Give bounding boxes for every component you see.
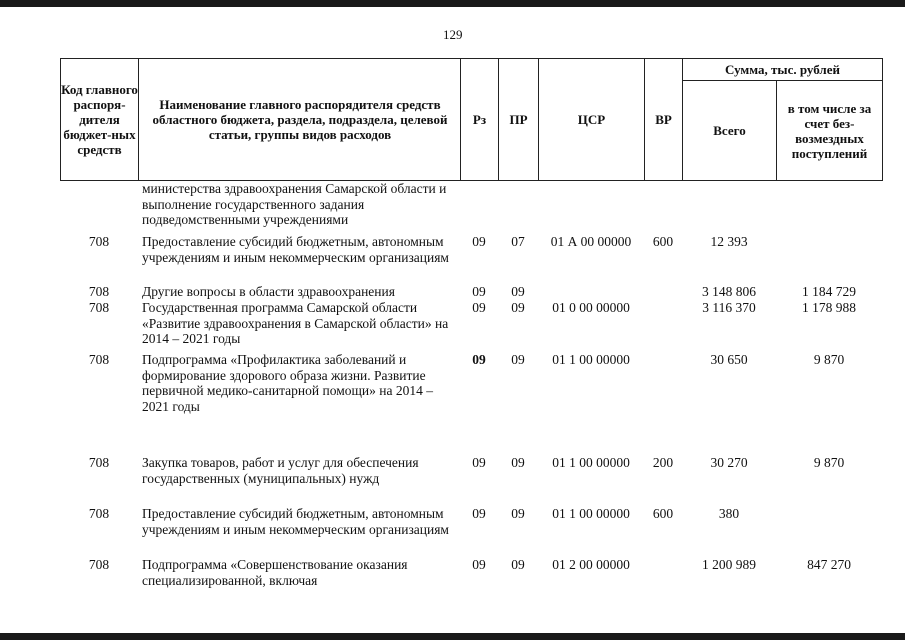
cell-rz: 09 bbox=[472, 234, 486, 249]
header-name: Наименование главного распорядителя средств областного бюджета, раздела, подраздела, целевой статьи, группы видов расходов bbox=[152, 97, 448, 142]
cell-vr: 200 bbox=[652, 455, 674, 470]
cell-code: 708 bbox=[88, 300, 110, 315]
cell-name: Подпрограмма «Совершенствование оказания специализированной, включая bbox=[142, 557, 408, 588]
cell-total: 3 116 370 bbox=[702, 300, 756, 315]
header-rz: Рз bbox=[472, 112, 487, 127]
cell-csr: 01 2 00 00000 bbox=[552, 557, 630, 572]
cell-pr: 09 bbox=[511, 557, 525, 572]
cell-total: 30 650 bbox=[710, 352, 748, 367]
header-sum-group: Сумма, тыс. рублей bbox=[725, 62, 840, 77]
cell-pr: 09 bbox=[511, 300, 525, 315]
cell-pr: 09 bbox=[511, 506, 525, 521]
cell-rz: 09 bbox=[472, 300, 486, 315]
cell-name: Государственная программа Самарской области «Развитие здравоохранения в Самарской области» на 2014 – 2021 годы bbox=[142, 300, 449, 346]
cell-total: 1 200 989 bbox=[702, 557, 756, 572]
cell-name: Подпрограмма «Профилактика заболеваний и формирование здорового образа жизни. Развитие первичной медико-санитарной помощи» на 2014 – 2021 годы bbox=[142, 352, 433, 414]
cell-rz: 09 bbox=[472, 352, 486, 367]
header-csr: ЦСР bbox=[577, 112, 606, 127]
header-pr: ПР bbox=[509, 112, 528, 127]
top-scan-border bbox=[0, 0, 905, 7]
cell-vr: 600 bbox=[652, 234, 674, 249]
header-vline bbox=[138, 58, 139, 181]
cell-pr: 09 bbox=[511, 284, 525, 299]
cell-pr: 09 bbox=[511, 455, 525, 470]
cell-rz: 09 bbox=[472, 506, 486, 521]
cell-code: 708 bbox=[88, 352, 110, 367]
header-free: в том числе за счет без-возмездных поступлений bbox=[787, 100, 872, 161]
cell-csr: 01 0 00 00000 bbox=[552, 300, 630, 315]
cell-free: 1 184 729 bbox=[802, 284, 856, 299]
cell-free: 847 270 bbox=[807, 557, 851, 572]
bottom-scan-border bbox=[0, 633, 905, 640]
cell-rz: 09 bbox=[472, 557, 486, 572]
header-code: Код главного распоря-дителя бюджет-ных средств bbox=[61, 82, 138, 157]
cell-name: Предоставление субсидий бюджетным, автономным учреждениям и иным некоммерческим организациям bbox=[142, 506, 449, 537]
cell-code: 708 bbox=[88, 557, 110, 572]
cell-code: 708 bbox=[88, 284, 110, 299]
cell-code: 708 bbox=[88, 234, 110, 249]
cell-pr: 09 bbox=[511, 352, 525, 367]
cell-csr: 01 1 00 00000 bbox=[552, 352, 630, 367]
cell-name: министерства здравоохранения Самарской области и выполнение государственного задания подведомственными учреждениями bbox=[142, 181, 447, 227]
cell-free: 9 870 bbox=[813, 352, 845, 367]
cell-total: 380 bbox=[718, 506, 740, 521]
cell-code: 708 bbox=[88, 455, 110, 470]
cell-rz: 09 bbox=[472, 284, 486, 299]
cell-csr: 01 1 00 00000 bbox=[552, 506, 630, 521]
cell-vr: 600 bbox=[652, 506, 674, 521]
cell-free: 1 178 988 bbox=[802, 300, 856, 315]
cell-name: Закупка товаров, работ и услуг для обеспечения государственных (муниципальных) нужд bbox=[142, 455, 419, 486]
cell-total: 12 393 bbox=[710, 234, 748, 249]
cell-pr: 07 bbox=[511, 234, 525, 249]
cell-rz: 09 bbox=[472, 455, 486, 470]
header-vr: ВР bbox=[655, 112, 672, 127]
cell-name: Предоставление субсидий бюджетным, автономным учреждениям и иным некоммерческим организациям bbox=[142, 234, 449, 265]
cell-name: Другие вопросы в области здравоохранения bbox=[142, 284, 395, 299]
page-number: 129 bbox=[443, 27, 463, 42]
cell-total: 3 148 806 bbox=[702, 284, 756, 299]
header-vline bbox=[882, 58, 883, 181]
cell-total: 30 270 bbox=[710, 455, 748, 470]
cell-csr: 01 А 00 00000 bbox=[550, 234, 632, 249]
cell-code: 708 bbox=[88, 506, 110, 521]
header-total: Всего bbox=[713, 123, 746, 138]
cell-free: 9 870 bbox=[813, 455, 845, 470]
cell-csr: 01 1 00 00000 bbox=[552, 455, 630, 470]
